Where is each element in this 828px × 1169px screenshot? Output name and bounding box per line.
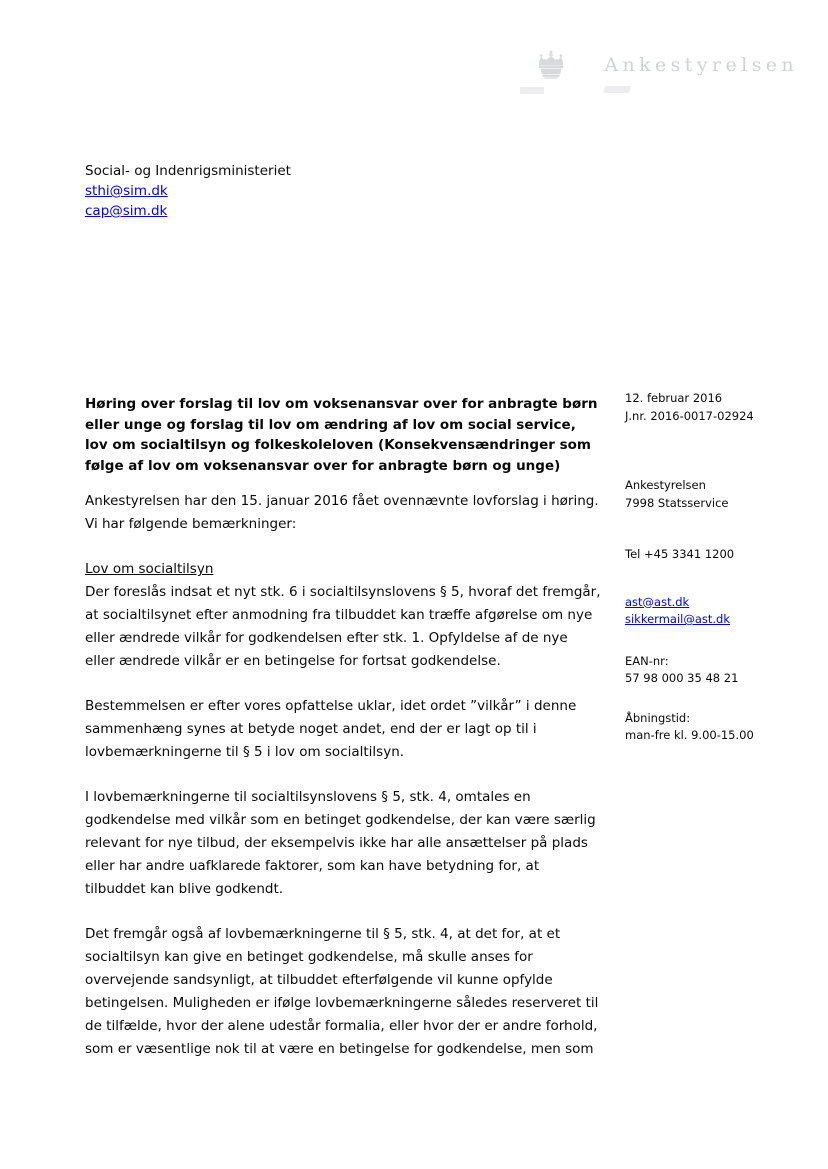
sender-meta-column xyxy=(625,390,805,745)
ean-label: EAN-nr: xyxy=(625,653,669,668)
recipient-organisation: Social- og Indenrigsministeriet xyxy=(85,163,291,179)
recipient-email-cap[interactable]: cap@sim.dk xyxy=(85,203,168,219)
sender-email[interactable]: ast@ast.dk xyxy=(625,594,690,609)
case-number: J.nr. 2016-0017-02924 xyxy=(625,408,754,423)
sender-address-block xyxy=(625,477,805,512)
sender-address: 7998 Statsservice xyxy=(625,495,729,510)
sender-secure-email[interactable]: sikkermail@ast.dk xyxy=(625,612,730,626)
recipient-block xyxy=(85,161,291,221)
letterhead xyxy=(534,50,798,80)
section-heading-socialtilsyn: Lov om socialtilsyn xyxy=(85,561,214,577)
scan-artifact-marks xyxy=(520,86,630,95)
royal-crown-icon xyxy=(534,50,568,80)
letter-subject: Høring over forslag til lov om voksenansvar over for anbragte børn eller unge og forslag til lov om ændring af lov om social service, lov om socialtilsyn og folkeskoleloven (Konsekvensændringer som følge af lov om voksenansvar over for anbragte børn og unge) xyxy=(85,396,598,474)
opening-hours-block xyxy=(625,710,805,745)
ean-block xyxy=(625,653,805,688)
sender-phone: Tel +45 3341 1200 xyxy=(625,547,735,561)
opening-hours-value: man-fre kl. 9.00-15.00 xyxy=(625,728,754,742)
paragraph-3: I lovbemærkningerne til socialtilsynslovens § 5, stk. 4, omtales en godkendelse med vilkår som en betinget godkendelse, der kan være særlig relevant for nye tilbud, der eksempelvis ikke har alle ansættelser på plads eller har andre uafklarede faktorer, som kan have betydning for, at tilbuddet kan blive godkendt. xyxy=(85,789,596,897)
opening-hours-label: Åbningstid: xyxy=(625,710,691,725)
letter-body xyxy=(85,490,601,1083)
paragraph-4: Det fremgår også af lovbemærkningerne til § 5, stk. 4, at det for, at et socialtilsyn kan give en betinget godkendelse, må skulle anses for overvejende sandsynligt, at tilbuddet efterfølgende vil kunne opfylde betingelsen. Muligheden er ifølge lovbemærkningerne således reserveret til de tilfælde, hvor der alene udestår formalia, eller hvor der er andre forhold, som er væsentlige nok til at være en betingelse for godkendelse, men som xyxy=(85,926,599,1057)
ankestyrelsen-wordmark: Ankestyrelsen xyxy=(604,54,798,76)
recipient-email-sthi[interactable]: sthi@sim.dk xyxy=(85,183,168,199)
paragraph-2: Bestemmelsen er efter vores opfattelse uklar, idet ordet ”vilkår” i denne sammenhæng synes at betyde noget andet, end der er lagt op til i lovbemærkningerne til § 5 i lov om socialtilsyn. xyxy=(85,698,577,760)
ean-number: 57 98 000 35 48 21 xyxy=(625,671,739,685)
sender-name: Ankestyrelsen xyxy=(625,478,706,492)
scan-artifact-right xyxy=(603,86,631,93)
sender-email-block xyxy=(625,594,805,629)
date-and-case-block xyxy=(625,390,805,425)
letter-date: 12. februar 2016 xyxy=(625,391,723,405)
scan-artifact-left xyxy=(520,87,544,94)
paragraph-intro: Ankestyrelsen har den 15. januar 2016 fået ovennævnte lovforslag i høring. Vi har følgende bemærkninger: xyxy=(85,493,599,532)
paragraph-1: Der foreslås indsat et nyt stk. 6 i socialtilsynslovens § 5, hvoraf det fremgår, at socialtilsynet efter anmodning fra tilbuddet kan træffe afgørelse om nye eller ændrede vilkår for godkendelsen efter stk. 1. Opfyldelse af de nye eller ændrede vilkår er en betingelse for fortsat godkendelse. xyxy=(85,584,601,669)
sender-phone-block xyxy=(625,546,805,564)
